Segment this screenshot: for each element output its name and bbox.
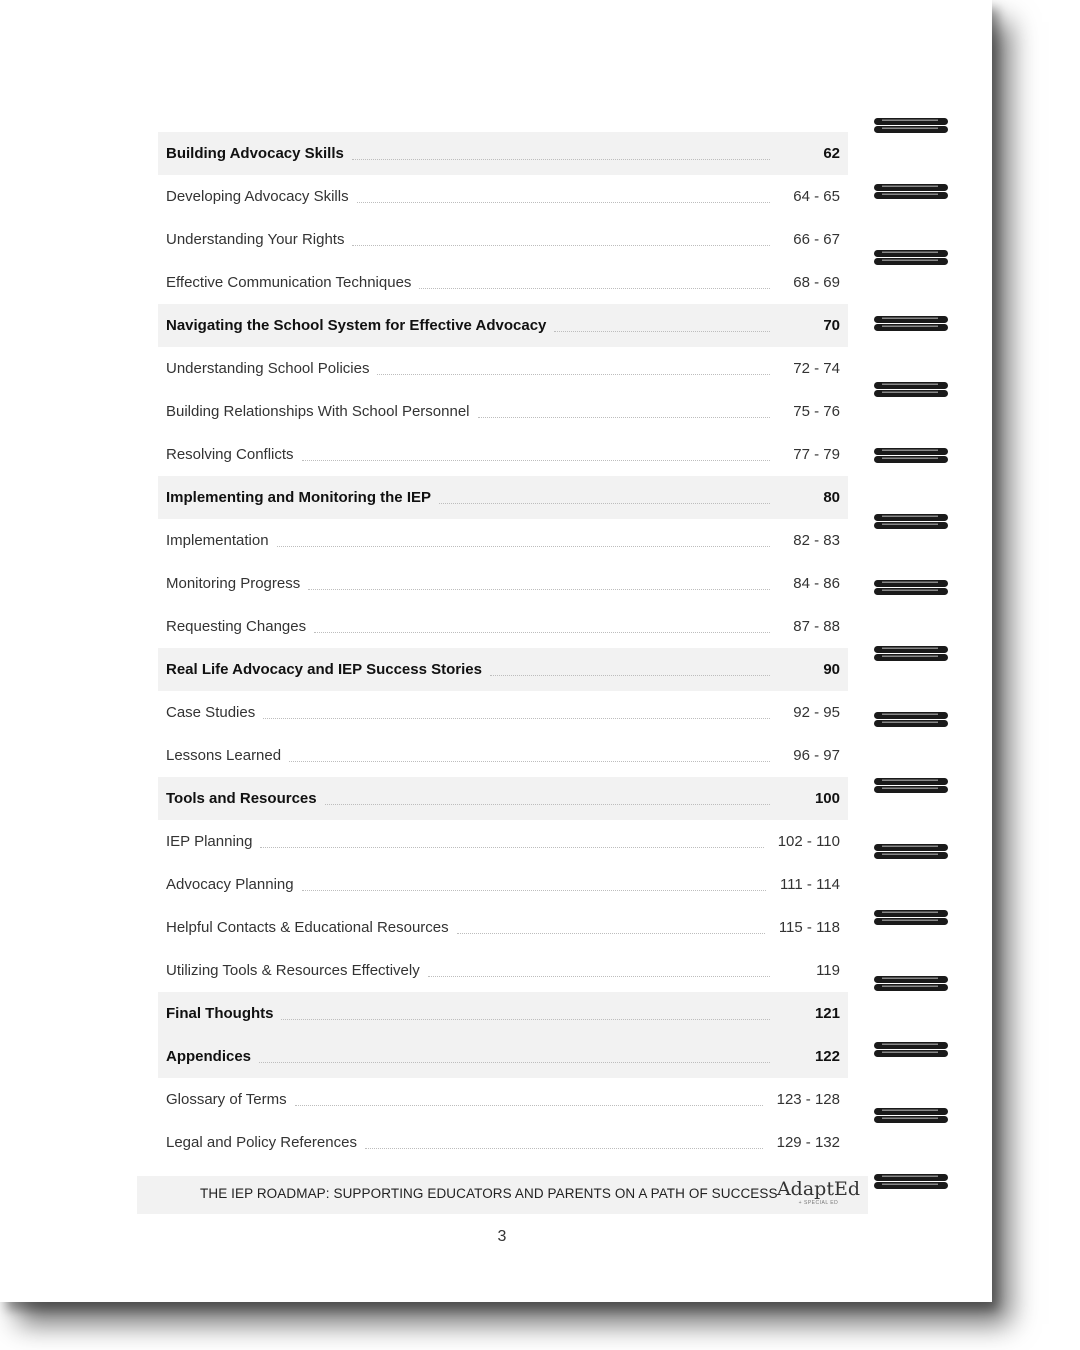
- page-footer: [137, 1176, 868, 1214]
- toc-title: Final Thoughts: [166, 1005, 274, 1022]
- toc-entry-row: [158, 562, 848, 605]
- page-number: 3: [497, 1228, 507, 1245]
- toc-page-range: 111 - 114: [779, 876, 840, 893]
- spiral-ring-icon: [874, 646, 948, 661]
- dot-leader: [281, 1019, 770, 1020]
- spiral-ring-icon: [874, 1042, 948, 1057]
- toc-title: Requesting Changes: [166, 618, 307, 635]
- spiral-ring-icon: [874, 1108, 948, 1123]
- toc-section-row: [158, 777, 848, 820]
- logo-tagline: + SPECIAL ED: [798, 1200, 839, 1206]
- toc-title: Real Life Advocacy and IEP Success Stories: [166, 661, 482, 678]
- toc-title: Building Relationships With School Personnel: [166, 403, 470, 420]
- spiral-ring-icon: [874, 712, 948, 727]
- toc-title: IEP Planning: [166, 833, 253, 850]
- toc-page-range: 62: [823, 145, 840, 162]
- dot-leader: [302, 890, 766, 891]
- toc-section-row: [158, 476, 848, 519]
- toc-entry-row: [158, 519, 848, 562]
- dot-leader: [277, 546, 770, 547]
- toc-title: Tools and Resources: [166, 790, 317, 807]
- dot-leader: [490, 675, 770, 676]
- toc-section-row: [158, 132, 848, 175]
- toc-page-range: 121: [814, 1005, 840, 1022]
- toc-entry-row: [158, 691, 848, 734]
- dot-leader: [377, 374, 770, 375]
- toc-entry-row: [158, 175, 848, 218]
- adapted-logo: [777, 1178, 860, 1207]
- toc-section-row: [158, 304, 848, 347]
- toc-entry-row: [158, 218, 848, 261]
- toc-section-row: [158, 992, 848, 1035]
- dot-leader: [357, 202, 770, 203]
- toc-page-range: 80: [823, 489, 840, 506]
- dot-leader: [314, 632, 770, 633]
- toc-title: Legal and Policy References: [166, 1134, 357, 1151]
- dot-leader: [289, 761, 770, 762]
- toc-entry-row: [158, 949, 848, 992]
- toc-entry-row: [158, 734, 848, 777]
- toc-title: Resolving Conflicts: [166, 446, 294, 463]
- toc-entry-row: [158, 261, 848, 304]
- toc-page-range: 87 - 88: [793, 618, 840, 635]
- toc-page-range: 77 - 79: [793, 446, 840, 463]
- toc-title: Case Studies: [166, 704, 256, 721]
- toc-page-range: 96 - 97: [793, 747, 840, 764]
- toc-page-range: 122: [814, 1048, 840, 1065]
- toc-title: Navigating the School System for Effective Advocacy: [166, 317, 547, 334]
- toc-page-range: 100: [814, 790, 840, 807]
- dot-leader: [260, 847, 763, 848]
- toc-page-range: 90: [823, 661, 840, 678]
- toc-title: Glossary of Terms: [166, 1091, 287, 1108]
- spiral-ring-icon: [874, 118, 948, 133]
- toc-page-range: 68 - 69: [793, 274, 840, 291]
- toc-page-range: 66 - 67: [793, 231, 840, 248]
- toc-page-range: 64 - 65: [793, 188, 840, 205]
- toc-title: Monitoring Progress: [166, 575, 301, 592]
- toc-page-range: 102 - 110: [777, 833, 840, 850]
- toc-entry-row: [158, 347, 848, 390]
- dot-leader: [478, 417, 770, 418]
- dot-leader: [457, 933, 765, 934]
- toc-title: Implementation: [166, 532, 269, 549]
- toc-title: Understanding School Policies: [166, 360, 370, 377]
- toc-page-range: 129 - 132: [776, 1134, 840, 1151]
- spiral-ring-icon: [874, 778, 948, 793]
- toc-page-range: 92 - 95: [793, 704, 840, 721]
- spiral-ring-icon: [874, 1174, 948, 1189]
- toc-title: Appendices: [166, 1048, 252, 1065]
- toc-entry-row: [158, 820, 848, 863]
- toc-entry-row: [158, 906, 848, 949]
- toc-section-row: [158, 648, 848, 691]
- spiral-ring-icon: [874, 184, 948, 199]
- toc-title: Implementing and Monitoring the IEP: [166, 489, 431, 506]
- dot-leader: [295, 1105, 763, 1106]
- table-of-contents: [158, 132, 848, 1164]
- toc-entry-row: [158, 863, 848, 906]
- toc-page-range: 119: [816, 962, 840, 979]
- dot-leader: [365, 1148, 763, 1149]
- toc-page-range: 75 - 76: [793, 403, 840, 420]
- toc-page-range: 72 - 74: [793, 360, 840, 377]
- toc-section-row: [158, 1035, 848, 1078]
- dot-leader: [352, 159, 770, 160]
- toc-entry-row: [158, 1078, 848, 1121]
- dot-leader: [419, 288, 770, 289]
- spiral-ring-icon: [874, 514, 948, 529]
- toc-title: Effective Communication Techniques: [166, 274, 412, 291]
- toc-title: Advocacy Planning: [166, 876, 294, 893]
- toc-page-range: 115 - 118: [778, 919, 840, 936]
- toc-page-range: 82 - 83: [793, 532, 840, 549]
- dot-leader: [263, 718, 770, 719]
- spiral-ring-icon: [874, 250, 948, 265]
- dot-leader: [554, 331, 770, 332]
- toc-page-range: 70: [823, 317, 840, 334]
- spiral-binding: [870, 100, 954, 1200]
- toc-entry-row: [158, 433, 848, 476]
- toc-entry-row: [158, 1121, 848, 1164]
- spiral-ring-icon: [874, 976, 948, 991]
- dot-leader: [352, 245, 770, 246]
- footer-title: THE IEP ROADMAP: SUPPORTING EDUCATORS AND PARENTS ON A PATH OF SUCCESS: [200, 1186, 778, 1201]
- spiral-ring-icon: [874, 580, 948, 595]
- spiral-ring-icon: [874, 316, 948, 331]
- toc-page-range: 84 - 86: [793, 575, 840, 592]
- toc-title: Lessons Learned: [166, 747, 282, 764]
- toc-entry-row: [158, 605, 848, 648]
- dot-leader: [308, 589, 770, 590]
- dot-leader: [302, 460, 770, 461]
- dot-leader: [325, 804, 770, 805]
- toc-page-range: 123 - 128: [776, 1091, 840, 1108]
- toc-entry-row: [158, 390, 848, 433]
- spiral-ring-icon: [874, 910, 948, 925]
- dot-leader: [428, 976, 770, 977]
- spiral-ring-icon: [874, 844, 948, 859]
- spiral-ring-icon: [874, 382, 948, 397]
- dot-leader: [259, 1062, 770, 1063]
- toc-title: Understanding Your Rights: [166, 231, 345, 248]
- toc-title: Developing Advocacy Skills: [166, 188, 349, 205]
- spiral-ring-icon: [874, 448, 948, 463]
- toc-title: Building Advocacy Skills: [166, 145, 344, 162]
- dot-leader: [439, 503, 770, 504]
- logo-wordmark: AdaptEd: [776, 1178, 860, 1200]
- toc-title: Helpful Contacts & Educational Resources: [166, 919, 449, 936]
- toc-title: Utilizing Tools & Resources Effectively: [166, 962, 420, 979]
